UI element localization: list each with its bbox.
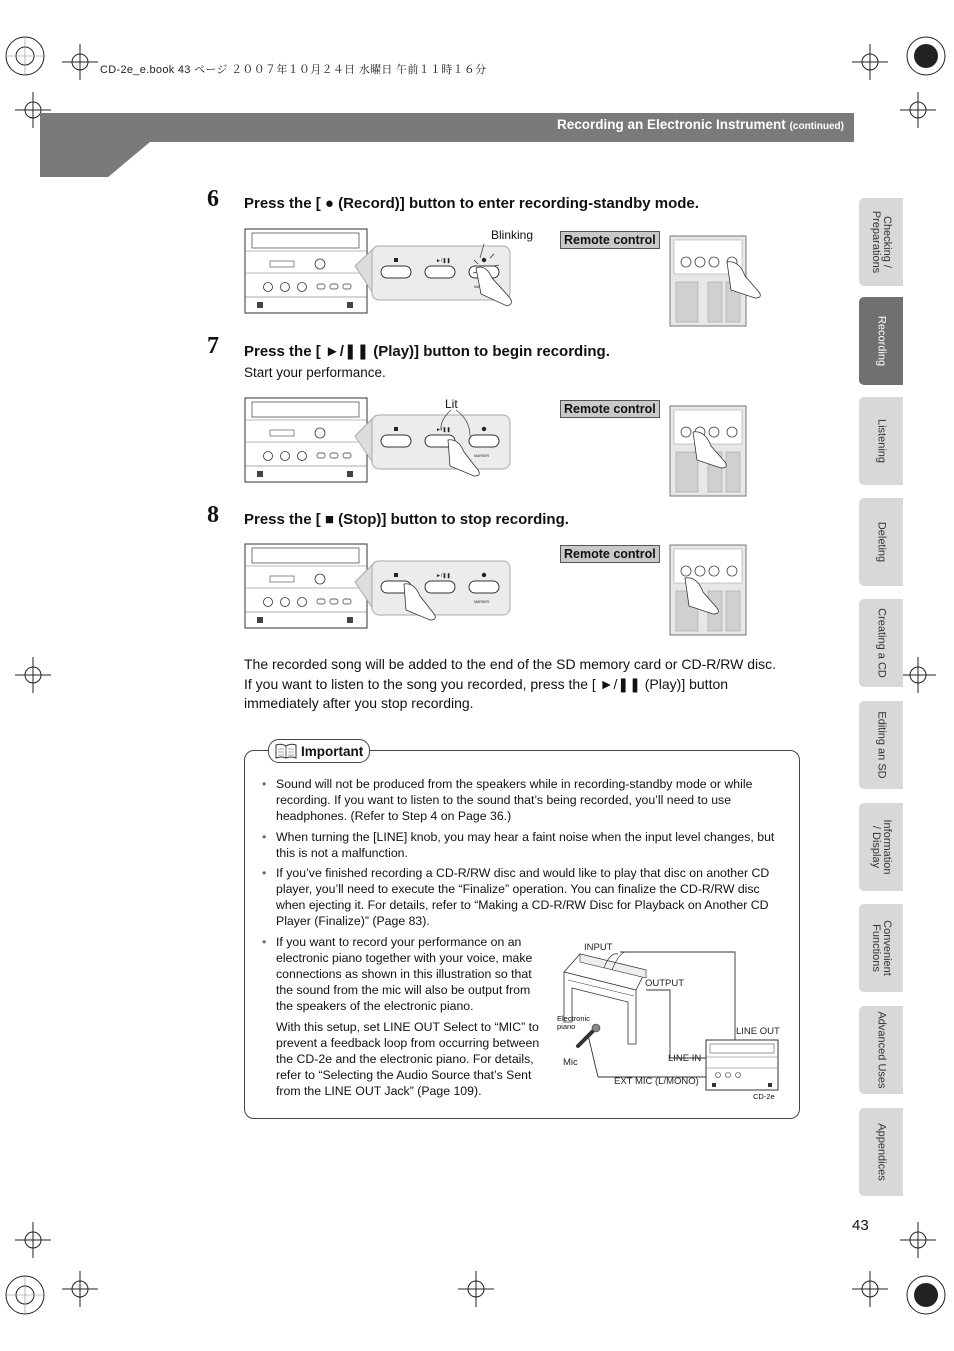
- side-tab-advanced[interactable]: [859, 1006, 903, 1094]
- blinking-label: Blinking: [491, 228, 534, 242]
- side-tab-checking[interactable]: [859, 198, 903, 286]
- lit-label: Lit: [445, 397, 458, 411]
- important-bullet-2: • When turning the [LINE] knob, you may hear a faint noise when the input level changes, but this is not a malfunction.: [276, 829, 781, 861]
- step-6-title-pre: Press the [: [244, 195, 321, 212]
- step-7-title-post: (Play)] button to begin recording.: [373, 343, 610, 360]
- step-6-number: 6: [207, 186, 219, 212]
- body-line-2-pre: If you want to listen to the song you recorded, press the [: [244, 675, 596, 692]
- important-bullet-4: • If you want to record your performance on an electronic piano together with your voice, make connections as shown in this illustration so that the sound from the mic will also be output from the speakers of the electronic piano.: [276, 934, 546, 1014]
- important-bullet-3: • If you’ve finished recording a CD-R/RW disc and would like to play that disc on another CD player, you’ll need to execute the “Finalize” operation. You can finalize the CD-R/RW disc when ejecting it. For details, refer to “Making a CD-R/RW Disc for Playback on Another CD Player (Finalize)” (Page 83).: [276, 865, 781, 929]
- step-7-title-pre: Press the [: [244, 343, 321, 360]
- side-tab-advanced-label: Advanced Uses: [875, 1011, 888, 1089]
- section-title-text: Recording an Electronic Instrument: [557, 117, 786, 132]
- play-pause-icon: ►/❚❚: [324, 343, 370, 360]
- remote-control-label-8: Remote control: [560, 545, 660, 563]
- side-tab-editing-sd-label: Editing an SD: [875, 711, 888, 779]
- side-tab-deleting-label: Deleting: [875, 521, 888, 563]
- record-icon: ●: [324, 195, 334, 212]
- diagram-line-in-label: LINE IN: [668, 1053, 702, 1064]
- side-tab-appendices[interactable]: [859, 1108, 903, 1196]
- stop-icon: ■: [324, 511, 334, 528]
- page-number: 43: [852, 1217, 869, 1234]
- side-tab-listening-label: Listening: [875, 418, 888, 464]
- play-pause-inline-icon: ►/❚❚: [599, 675, 641, 692]
- diagram-ext-mic-label: EXT MIC (L/MONO): [614, 1076, 699, 1087]
- step-8-number: 8: [207, 502, 219, 528]
- side-tab-deleting[interactable]: [859, 498, 903, 586]
- side-tab-listening[interactable]: [859, 397, 903, 485]
- diagram-device-label: CD-2e: [753, 1092, 775, 1101]
- print-header: CD-2e_e.book 43 ページ ２００７年１０月２４日 水曜日 午前１１時１６分: [100, 64, 487, 76]
- side-tab-information-label: Information / Display: [870, 819, 893, 875]
- side-tab-checking-label: Checking / Preparations: [870, 210, 893, 274]
- body-line-2: [244, 675, 804, 695]
- side-tab-recording[interactable]: [859, 297, 903, 385]
- side-tab-creating-cd-label: Creating a CD: [875, 608, 888, 678]
- side-tab-appendices-label: Appendices: [875, 1123, 888, 1181]
- diagram-line-out-label: LINE OUT: [736, 1026, 780, 1037]
- body-line-3: immediately after you stop recording.: [244, 695, 474, 711]
- diagram-output-label: OUTPUT: [645, 978, 685, 989]
- step-7-number: 7: [207, 333, 219, 359]
- side-tab-convenient[interactable]: [859, 904, 903, 992]
- side-tab-information[interactable]: [859, 803, 903, 891]
- side-tab-recording-label: Recording: [875, 315, 888, 367]
- side-tab-editing-sd[interactable]: [859, 701, 903, 789]
- step-8-title-post: (Stop)] button to stop recording.: [338, 511, 569, 528]
- body-line-2-post: (Play)] button: [644, 675, 729, 692]
- important-label: Important: [301, 743, 364, 759]
- diagram-input-label: INPUT: [584, 942, 613, 953]
- side-tab-convenient-label: Convenient Functions: [870, 920, 893, 976]
- step-illustrations: ►/❚❚ MARKER: [0, 0, 954, 700]
- important-bullet-1: • Sound will not be produced from the speakers while in recording-standby mode or while recording. If you want to listen to the sound that’s being recorded, you’ll need to use headphones. (Refer to Step 4 on Page 36.): [276, 776, 781, 824]
- book-icon: [275, 743, 297, 759]
- step-8-title-pre: Press the [: [244, 511, 321, 528]
- important-note: With this setup, set LINE OUT Select to “MIC” to prevent a feedback loop from occurring between the CD-2e and the electronic piano. For details, refer to “Selecting the Audio Source that’s Sent from the LINE OUT Jack” (Page 109).: [276, 1020, 540, 1098]
- diagram-piano-label: [557, 1015, 590, 1031]
- remote-control-label-6: Remote control: [560, 231, 660, 249]
- step-7-sub: Start your performance.: [244, 365, 386, 380]
- body-paragraph: [244, 655, 804, 714]
- diagram-piano-label-2: piano: [557, 1022, 576, 1031]
- step-6-title-post: (Record)] button to enter recording-standby mode.: [338, 195, 699, 212]
- remote-control-label-7: Remote control: [560, 400, 660, 418]
- body-line-1: The recorded song will be added to the end of the SD memory card or CD-R/RW disc.: [244, 656, 776, 672]
- important-tag: [268, 739, 370, 763]
- side-tab-creating-cd[interactable]: [859, 599, 903, 687]
- diagram-piano-label-1: Electronic: [557, 1014, 590, 1023]
- section-title-continued: (continued): [789, 121, 844, 132]
- diagram-mic-label: Mic: [563, 1057, 578, 1068]
